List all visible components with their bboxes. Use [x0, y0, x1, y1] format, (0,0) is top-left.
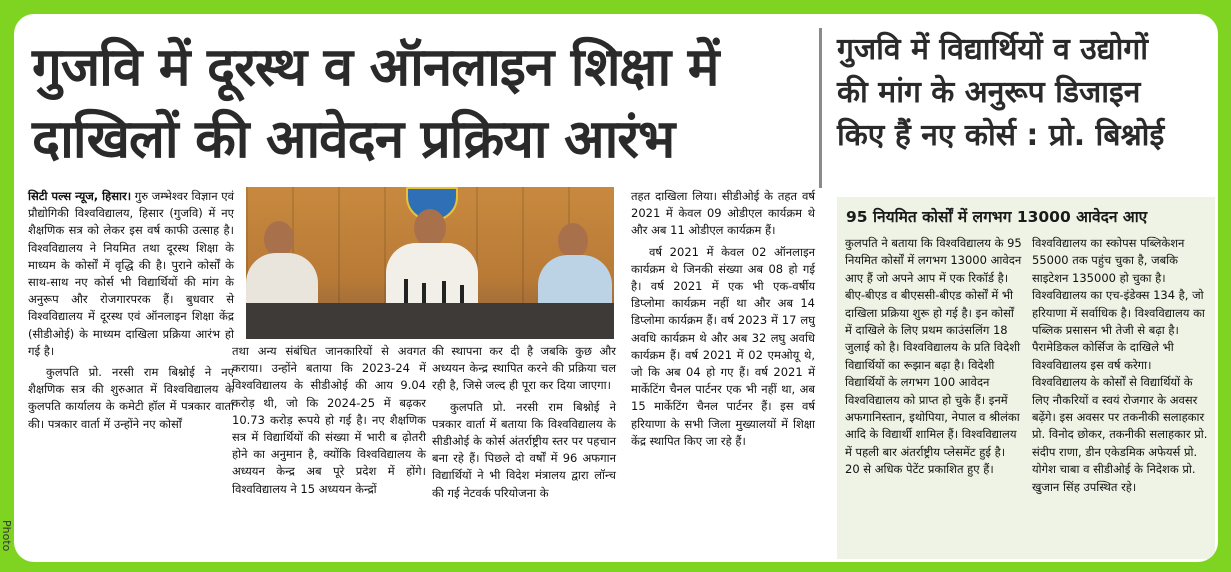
- column-3-paragraph-1: की स्थापना कर दी है जबकि कुछ और अध्ययन केन्द्र स्थापित करने की प्रक्रिया चल रही है, जिसे जल्द ही पूरा कर दिया जाएगा।: [432, 344, 616, 393]
- column-4-paragraph-1: तहत दाखिला लिया। सीडीओई के तहत वर्ष 2021 में केवल 09 ओडीएल कार्यक्रम थे और अब 11 ओडीएल कार्यक्रम हैं।: [631, 189, 815, 238]
- photo-credit: [0, 520, 14, 572]
- press-conference-photo: [246, 187, 614, 339]
- column-3-paragraph-2: कुलपति प्रो. नरसी राम बिश्नोई ने पत्रकार वार्ता में बताया कि विश्वविद्यालय के सीडीओई के कोर्स अंतर्राष्ट्रीय स्तर पर पहचान बना रहे हैं। पिछले दो वर्षों में 96 अफगान विद्यार्थियों ने भी विदेश मंत्रालय द्वारा लॉन्च की गई नेटवर्क परियोजना के: [432, 399, 616, 500]
- headline-divider: [819, 28, 822, 188]
- article-column-4: [631, 188, 815, 454]
- dateline: सिटी पल्स न्यूज, हिसार।: [28, 189, 132, 203]
- headline-line-2: दाखिलों की आवेदन प्रक्रिया आरंभ: [32, 109, 675, 170]
- conference-table: [246, 303, 614, 339]
- microphone: [460, 285, 464, 305]
- headline-line-1: गुजवि में दूरस्थ व ऑनलाइन शिक्षा में: [32, 37, 719, 98]
- article-column-1: [28, 188, 234, 437]
- side-headline-line-3: किए हैं नए कोर्स : प्रो. बिश्नोई: [837, 118, 1165, 153]
- side-headline-line-2: की मांग के अनुरूप डिजाइन: [837, 75, 1141, 110]
- sidebar-box-title: 95 नियमित कोर्सों में लगभग 13000 आवेदन आए: [846, 208, 1148, 226]
- article-column-2: [232, 343, 426, 502]
- microphone: [404, 279, 408, 305]
- sidebar-box-column-2: [1032, 235, 1208, 496]
- column-2-paragraph-1: तथा अन्य संबंधित जानकारियों से अवगत कराया। उन्होंने बताया कि 2023-24 में विश्वविद्यालय के सीडीओई की आय 9.04 करोड़ थी, जो कि 2024-25 में बढ़कर 10.73 करोड़ रूपये हो गई है। नए शैक्षणिक सत्र में विद्यार्थियों की संख्या में भारी ब ढ़ोतरी होने का अनुमान है, क्योंकि विश्वविद्यालय के अध्ययन केन्द्र अब पूरे प्रदेश में होंगे। विश्वविद्यालय ने 15 अध्ययन केन्द्रों: [232, 344, 426, 496]
- column-4-paragraph-2: वर्ष 2021 में केवल 02 ऑनलाइन कार्यक्रम थे जिनकी संख्या अब 08 हो गई है। वर्ष 2021 में एक भी एक-वर्षीय डिप्लोमा कार्यक्रम नहीं था और अब 14 डिप्लोमा कार्यक्रम हैं। वर्ष 2023 में 17 लघु अवधि कार्यक्रम थे और अब 32 लघु अवधि कार्यक्रम हैं। वर्ष 2021 में 02 एमओयू थे, जो कि अब 04 हो गए हैं। वर्ष 2021 में मार्केटिंग चैनल पार्टनर एक भी नहीं था, अब 15 मार्केटिंग चैनल पार्टनर हैं। इस वर्ष हरियाणा के सभी जिला मुख्यालयों में शिक्षा केंद्र स्थापित किए जा रहे हैं।: [631, 244, 815, 448]
- microphone: [422, 283, 426, 305]
- column-1-paragraph-1: गुरु जम्भेश्वर विज्ञान एवं प्रौद्योगिकी विश्वविद्यालय, हिसार (गुजवि) में नए शैक्षणिक सत्र को लेकर इस वर्ष काफी उत्साह है। विश्वविद्यालय ने नियमित तथा दूरस्थ शिक्षा के माध्यम के कोर्सों में वृद्धि की है। पुराने कोर्सों के साथ-साथ नए कोर्स भी विद्यार्थियों की मांग के अनुरूप और रोजगारपरक हैं। बुधवार से विश्वविद्यालय में दूरस्थ एवं ऑनलाइन शिक्षा केंद्र (सीडीओई) के माध्यम दाखिला प्रक्रिया आरंभ हो गई है।: [28, 189, 235, 358]
- sidebar-box-text-2: विश्वविद्यालय का स्कोपस पब्लिकेशन 55000 तक पहुंच चुका है, जबकि साइटेशन 135000 हो चुका है। विश्वविद्यालय का एच-इंडेक्स 134 है, जो हरियाणा में सर्वाधिक है। विश्वविद्यालय का पब्लिक प्रसासन भी तेजी से बढ़ा है। पैरामेडिकल कोर्सिज के दाखिले भी विश्वविद्यालय इस वर्ष करेगा। विश्वविद्यालय के कोर्सों से विद्यार्थियों के लिए नौकरियों व स्वयं रोजगार के अवसर बढ़ेंगे। इस अवसर पर तकनीकी सलाहकार प्रो. विनोद छोकर, तकनीकी सलाहकार प्रो. संदीप राणा, डीन एकेडमिक अफेयर्स प्रो. योगेश चाबा व सीडीओई के निदेशक प्रो. खुजान सिंह उपस्थित रहे।: [1032, 236, 1208, 494]
- microphone: [442, 281, 446, 305]
- sidebar-box-text-1: कुलपति ने बताया कि विश्वविद्यालय के 95 नियमित कोर्सों में लगभग 13000 आवेदन आए हैं जो अपने आप में एक रिकॉर्ड है। बीए-बीएड व बीएससी-बीएड कोर्सों में भी दाखिला प्रक्रिया शुरू हो गई है। इन कोर्सों में दाखिले के लिए प्रथम काउंसलिंग 18 जुलाई को है। विश्वविद्यालय के प्रति विदेशी विद्यार्थियों का रूझान बढ़ा है। विदेशी विद्यार्थियों के लगभग 100 आवेदन विश्वविद्यालय को प्राप्त हो चुके हैं। इनमें अफगानिस्तान, इथोपिया, नेपाल व श्रीलंका आदि के विद्यार्थी शामिल हैं। विश्वविद्यालय में पहली बार अंतर्राष्ट्रीय प्लेसमेंट हुई है। 20 से अधिक पेटेंट प्रकाशित हुए हैं।: [845, 236, 1022, 477]
- sidebar-box-column-1: [845, 235, 1023, 479]
- photo-credit-text: Photo: [0, 520, 13, 552]
- side-headline: [837, 28, 1217, 157]
- article-column-3: [432, 343, 616, 506]
- column-1-paragraph-2: कुलपति प्रो. नरसी राम बिश्नोई ने नए शैक्षणिक सत्र की शुरुआत में विश्वविद्यालय के कुलपति कार्यालय के कमेटी हॉल में पत्रकार वार्ता की। पत्रकार वार्ता में उन्होंने नए कोर्सों: [28, 365, 234, 431]
- side-headline-line-1: गुजवि में विद्यार्थियों व उद्योगों: [837, 32, 1148, 67]
- main-headline: [32, 32, 812, 176]
- newspaper-clipping: [14, 14, 1218, 562]
